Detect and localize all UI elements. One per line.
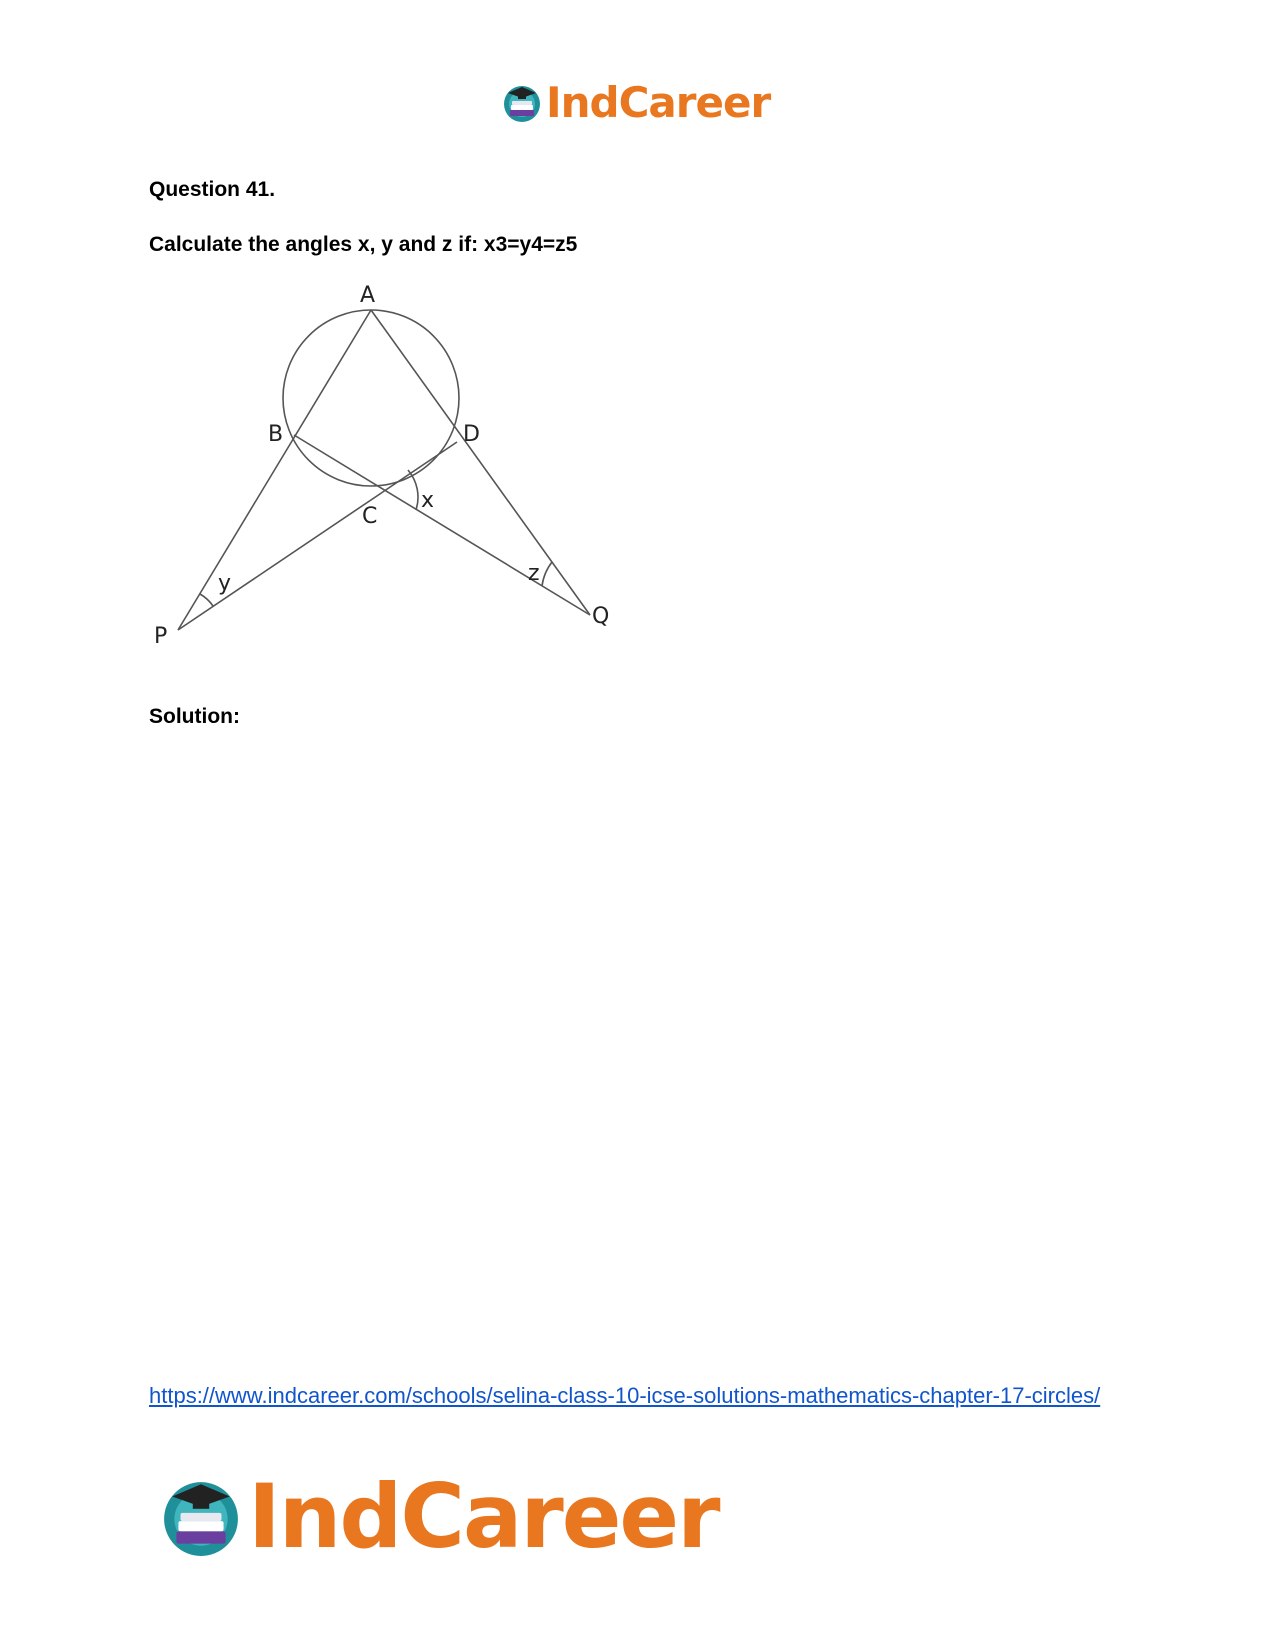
label-a: A: [360, 285, 376, 308]
label-c: C: [362, 504, 378, 529]
label-z: z: [528, 561, 540, 586]
angle-x-arc: [408, 470, 418, 510]
label-p: P: [154, 624, 168, 649]
line-bq: [294, 435, 590, 615]
books-globe-icon: [502, 83, 542, 123]
logo-wordmark: IndCareer: [546, 78, 771, 127]
label-b: B: [268, 422, 284, 447]
label-y: y: [218, 571, 232, 596]
line-aq: [371, 310, 590, 615]
footer-logo: [160, 1465, 719, 1568]
label-d: D: [463, 422, 480, 447]
diagram-circle: [283, 310, 459, 486]
source-link[interactable]: https://www.indcareer.com/schools/selina-class-10-icse-solutions-mathematics-chapter-17-circles/: [149, 1383, 1101, 1408]
line-ap: [178, 310, 371, 630]
angle-z-arc: [542, 562, 552, 586]
question-text: Calculate the angles x, y and z if: x3=y4=z5: [149, 233, 578, 256]
solution-label: Solution:: [149, 705, 240, 728]
circle-diagram: [140, 285, 650, 665]
line-pd: [178, 442, 457, 630]
logo-wordmark: IndCareer: [248, 1465, 719, 1568]
angle-y-arc: [200, 594, 213, 606]
question-title: Question 41.: [149, 178, 276, 201]
label-q: Q: [592, 604, 610, 629]
label-x: x: [421, 488, 435, 513]
books-globe-icon: [160, 1476, 242, 1558]
header-logo: [502, 78, 770, 127]
